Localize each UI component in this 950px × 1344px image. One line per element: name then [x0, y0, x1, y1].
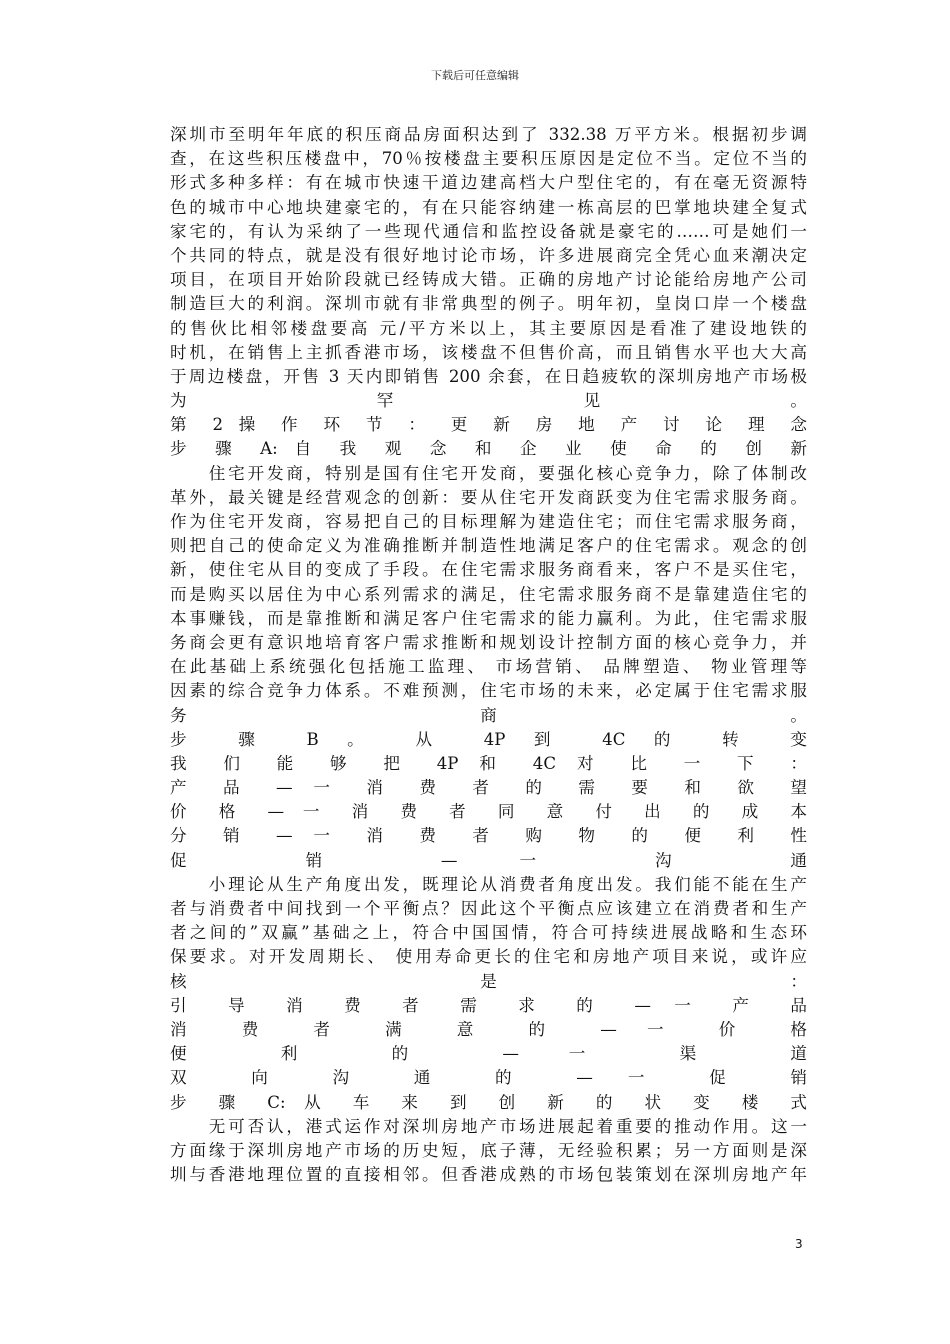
text-line: 时机，在销售上主抓香港市场，该楼盘不但售价高，而且销售水平也大大高 [170, 342, 807, 362]
text-line: 查，在这些积压楼盘中，70％按楼盘主要积压原因是定位不当。定位不当的 [170, 149, 807, 169]
text-line: 形式多种多样：有在城市快速干道边建高档大户型住宅的，有在毫无资源特 [170, 173, 807, 193]
text-line: 作为住宅开发商，容易把自己的目标理解为建造住宅；而住宅需求服务商， [170, 512, 807, 531]
text-line: 圳与香港地理位置的直接相邻。但香港成熟的市场包装策划在深圳房地产年 [170, 1165, 807, 1185]
text-line: 本事赚钱，而是靠推断和满足客户住宅需求的能力赢利。为此，住宅需求服 [170, 608, 807, 628]
document-body [170, 123, 807, 1187]
text-line: 我 们 能 够 把 4P 和 4C 对 比 一 下 ： [170, 753, 807, 773]
text-line: 务 商 。 [170, 705, 807, 725]
text-line: 小理论从生产角度出发，既理论从消费者角度出发。我们能不能在生产 [170, 874, 807, 894]
page-number: 3 [795, 1237, 803, 1251]
section-heading: 第 2 操 作 环 节 ： 更 新 房 地 产 讨 论 理 念 [170, 415, 807, 435]
text-line: 务商会更有意识地培育客户需求推断和规划设计控制方面的核心竞争力，并 [170, 632, 807, 652]
page-header: 下载后可任意编辑 [431, 69, 519, 82]
step-heading: 步 骤 B 。 从 4P 到 4C 的 转 变 [170, 729, 807, 749]
comparison-line: 便 利 的 — 一 渠 道 [170, 1044, 807, 1064]
text-line: 而是购买以居住为中心系列需求的满足，住宅需求服务商不是靠建造住宅的 [170, 584, 807, 604]
comparison-line: 价 格 — 一 消 费 者 同 意 付 出 的 成 本 [170, 802, 807, 822]
text-line: 为 罕 见 。 [170, 391, 807, 411]
text-line: 保要求。对开发周期长、 使用寿命更长的住宅和房地产项目来说，或许应 [170, 947, 807, 967]
text-line: 家宅的，有认为采纳了一些现代通信和监控设备就是豪宅的……可是她们一 [170, 221, 807, 241]
text-line: 者与消费者中间找到一个平衡点？因此这个平衡点应该建立在消费者和生产 [170, 899, 807, 918]
text-line: 深圳市至明年年底的积压商品房面积达到了 332.38 万平方米。根据初步调 [170, 125, 807, 144]
comparison-line: 分 销 — 一 消 费 者 购 物 的 便 利 性 [170, 826, 807, 846]
comparison-line: 消 费 者 满 意 的 — 一 价 格 [170, 1019, 807, 1039]
text-line: 的售伙比相邻楼盘要高 元/平方米以上，其主要原因是看准了建设地铁的 [170, 318, 807, 338]
text-line: 方面缘于深圳房地产市场的历史短，底子薄，无经验积累；另一方面则是深 [170, 1140, 807, 1160]
text-line: 则把自己的使命定义为准确推断并制造性地满足客户的住宅需求。观念的创 [170, 536, 807, 556]
text-line: 项目，在项目开始阶段就已经铸成大错。正确的房地产讨论能给房地产公司 [170, 270, 807, 290]
comparison-line: 促 销 — 一 沟 通 [170, 850, 807, 870]
text-line: 制造巨大的利润。深圳市就有非常典型的例子。明年初，皇岗口岸一个楼盘 [170, 294, 807, 314]
step-heading: 步 骤 C: 从 车 来 到 创 新 的 状 变 楼 式 [170, 1092, 807, 1112]
text-line: 住宅开发商，特别是国有住宅开发商，要强化核心竞争力，除了体制改 [170, 463, 807, 483]
text-line: 因素的综合竞争力体系。不难预测，住宅市场的未来，必定属于住宅需求服 [170, 681, 807, 701]
text-line: 色的城市中心地块建豪宅的，有在只能容纳建一栋高层的巴掌地块建全复式 [170, 197, 807, 217]
text-line: 核 是 ： [170, 971, 807, 991]
comparison-line: 双 向 沟 通 的 — 一 促 销 [170, 1068, 807, 1088]
text-line: 在此基础上系统强化包括施工监理、 市场营销、 品牌塑造、 物业管理等 [170, 657, 807, 677]
text-line: 于周边楼盘，开售 3 天内即销售 200 余套，在日趋疲软的深圳房地产市场极 [170, 366, 807, 386]
text-line: 革外，最关键是经营观念的创新：要从住宅开发商跃变为住宅需求服务商。 [170, 487, 807, 507]
step-heading: 步 骤 A: 自 我 观 念 和 企 业 使 命 的 创 新 [170, 439, 807, 459]
comparison-line: 产 品 — 一 消 费 者 的 需 要 和 欲 望 [170, 778, 807, 798]
text-line: 个共同的特点，就是没有很好地讨论市场，许多进展商完全凭心血来潮决定 [170, 245, 807, 265]
text-line: 无可否认，港式运作对深圳房地产市场进展起着重要的推动作用。这一 [170, 1116, 807, 1136]
text-line: 者之间的”双赢”基础之上，符合中国国情，符合可持续进展战略和生态环 [170, 923, 807, 943]
text-line: 新，使住宅从目的变成了手段。在住宅需求服务商看来，客户不是买住宅， [170, 560, 807, 580]
comparison-line: 引 导 消 费 者 需 求 的 — 一 产 品 [170, 995, 807, 1015]
